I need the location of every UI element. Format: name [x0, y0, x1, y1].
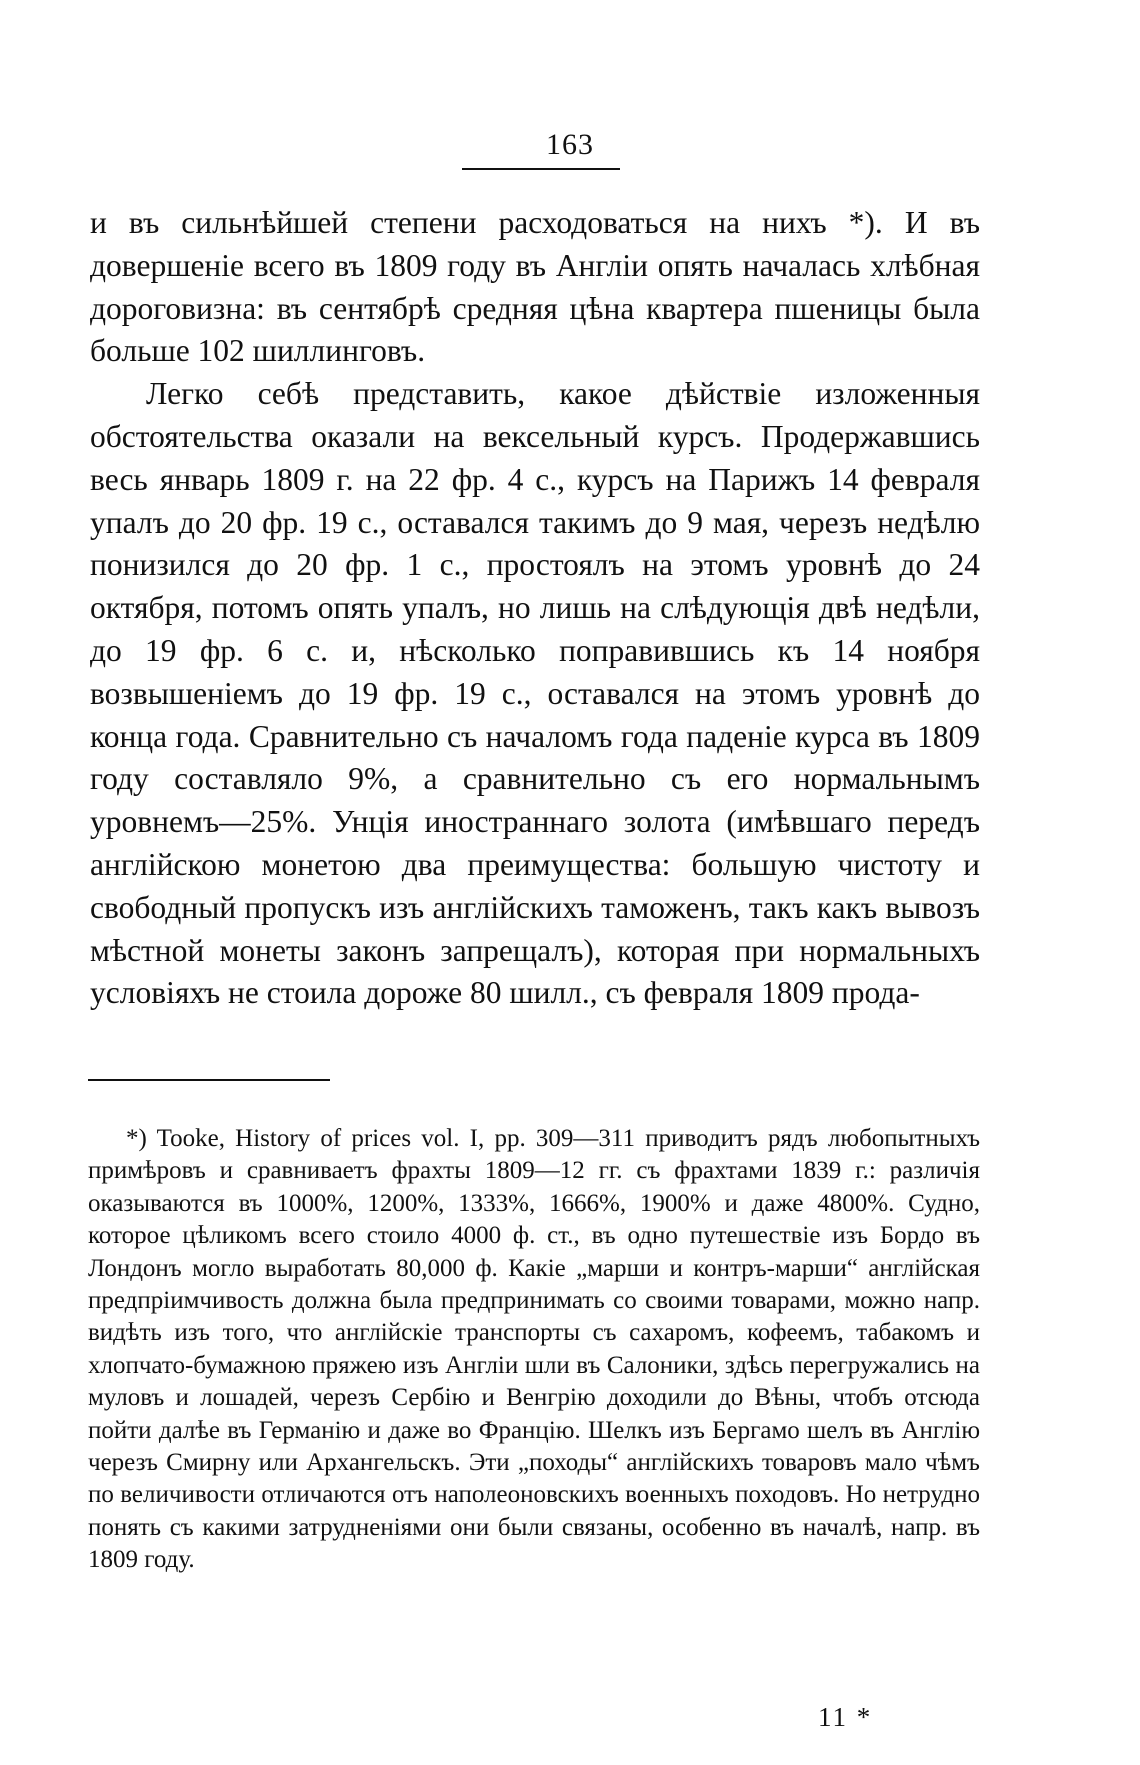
footnote — [88, 1123, 980, 1577]
footnote-rule — [88, 1079, 330, 1081]
main-paragraph-2: Легко себѣ представить, какое дѣйствіе изложенныя обстоятельства оказали на вексельный курсъ. Продержавшись весь январь 1809 г. на 22 фр. 4 с., курсъ на Парижъ 14 февраля упалъ до 20 фр. 19 с., оставался такимъ до 9 мая, черезъ недѣлю понизился до 20 фр. 1 с., простоялъ на этомъ уровнѣ до 24 октября, потомъ опять упалъ, но лишь на слѣдующія двѣ недѣли, до 19 фр. 6 с. и, нѣсколько поправившись къ 14 ноября возвышеніемъ до 19 фр. 19 с., оставался на этомъ уровнѣ до конца года. Сравнительно съ началомъ года паденіе курса въ 1809 году составляло 9%, а сравнительно съ его нормальнымъ уровнемъ—25%. Унція иностраннаго золота (имѣвшаго передъ англійскою монетою два преимущества: большую чистоту и свободный пропускъ изъ англійскихъ таможенъ, такъ какъ вывозъ мѣстной монеты законъ запрещалъ), которая при нормальныхъ условіяхъ не стоила дороже 80 шилл., съ февраля 1809 прода- — [90, 376, 980, 1011]
header-rule — [462, 168, 620, 170]
footnote-text: *) Tooke, History of prices vol. I, pp. 309—311 приводитъ рядъ любопытныхъ примѣровъ и сравниваетъ фрахты 1809—12 гг. съ фрахтами 1839 г.: различія оказываются въ 1000%, 1200%, 1333%, 1666%, 1900% и даже 4800%. Судно, которое цѣликомъ всего стоило 4000 ф. ст., въ одно путешествіе изъ Бордо въ Лондонъ могло выработать 80,000 ф. Какіе „марши и контръ-марши“ англійская предпріимчивость должна была предпринимать со своими товарами, можно напр. видѣть изъ того, что англійскіе транспорты съ сахаромъ, кофеемъ, табакомъ и хлопчато-бумажною пряжею изъ Англіи шли въ Салоники, здѣсь перегружались на муловъ и лошадей, черезъ Сербію и Венгрію доходили до Вѣны, чтобъ отсюда пойти далѣе въ Германію и даже во Францію. Шелкъ изъ Бергамо шелъ въ Англію черезъ Смирну или Архангельскъ. Эти „походы“ англійскихъ товаровъ мало чѣмъ по величивости отличаются отъ наполеоновскихъ военныхъ походовъ. Но нетрудно понять съ какими затрудненіями они были связаны, особенно въ началѣ, напр. въ 1809 году. — [88, 1125, 980, 1574]
signature-mark: 11 * — [818, 1702, 873, 1732]
page-number: 163 — [546, 128, 594, 161]
main-text — [90, 202, 980, 1015]
main-paragraph-1: и въ сильнѣйшей степени расходоваться на нихъ *). И въ довершеніе всего въ 1809 году въ Англіи опять началась хлѣбная дороговизна: въ сентябрѣ средняя цѣна квартера пшеницы была больше 102 шиллинговъ. — [90, 205, 980, 369]
